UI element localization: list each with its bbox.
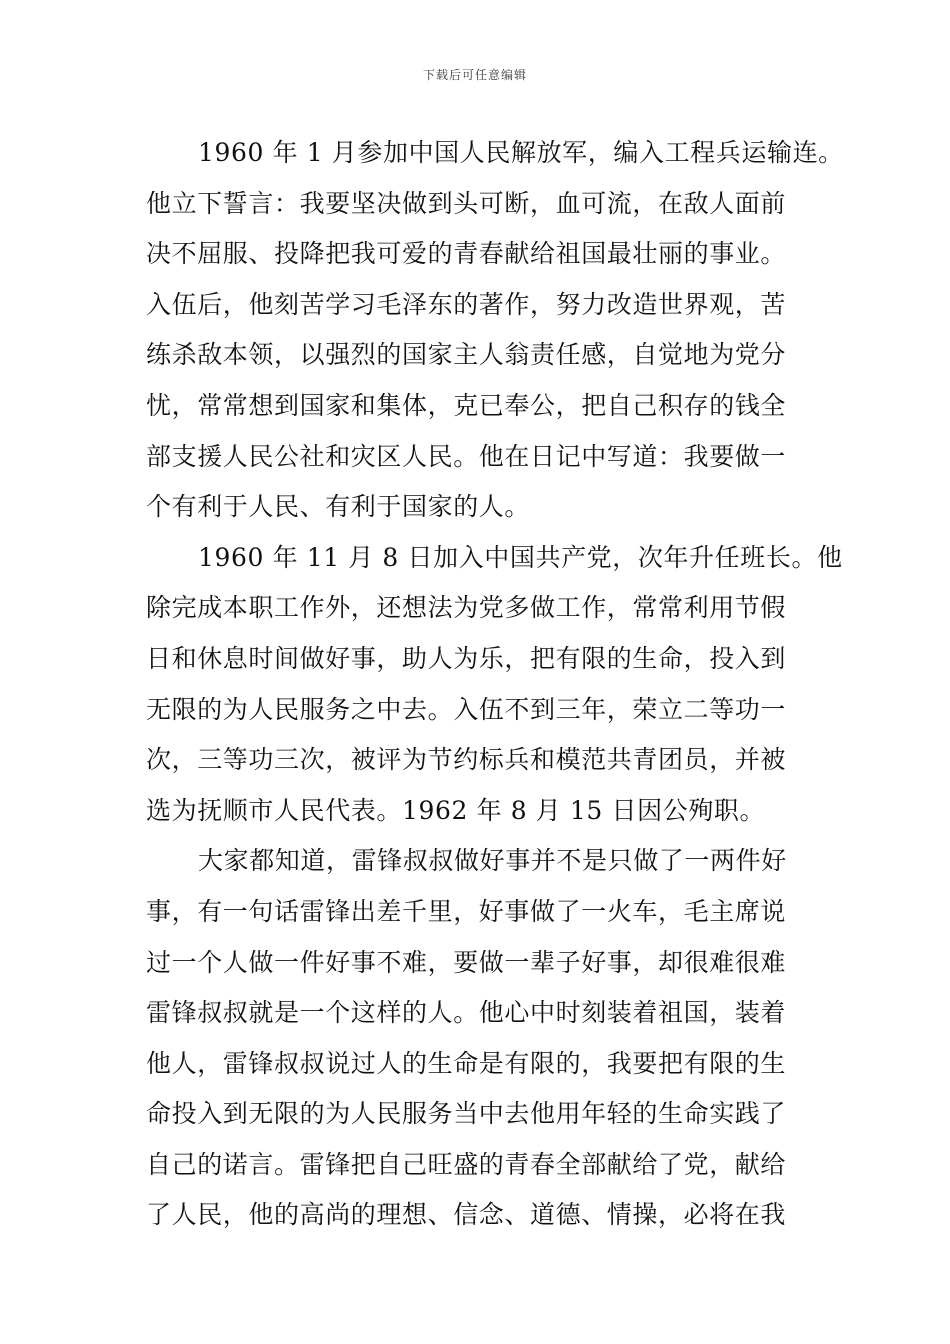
text-line: 次，三等功三次，被评为节约标兵和模范共青团员，并被 [146,745,787,775]
text-line: 1960 年 1 月参加中国人民解放军，编入工程兵运输连。 [198,138,844,167]
text-line: 个有利于人民、有利于国家的人。 [146,492,531,522]
page-header: 下载后可任意编辑 [422,68,527,82]
text-line: 除完成本职工作外，还想法为党多做工作，常常利用节假 [146,593,787,623]
text-line: 决不屈服、投降把我可爱的青春献给祖国最壮丽的事业。 [146,239,787,269]
text-line: 过一个人做一件好事不难，要做一辈子好事，却很难很难 [146,947,787,977]
text-line: 练杀敌本领，以强烈的国家主人翁责任感，自觉地为党分 [146,340,787,370]
text-line: 无限的为人民服务之中去。入伍不到三年，荣立二等功一 [146,694,787,724]
text-line: 忧，常常想到国家和集体，克已奉公，把自己积存的钱全 [146,390,787,420]
text-line: 大家都知道，雷锋叔叔做好事并不是只做了一两件好 [198,846,787,876]
text-line: 他人，雷锋叔叔说过人的生命是有限的，我要把有限的生 [146,1048,787,1078]
text-line: 命投入到无限的为人民服务当中去他用年轻的生命实践了 [146,1099,787,1129]
text-line: 雷锋叔叔就是一个这样的人。他心中时刻装着祖国，装着 [146,998,787,1028]
text-line: 他立下誓言：我要坚决做到头可断，血可流，在敌人面前 [146,188,787,218]
text-line: 自己的诺言。雷锋把自己旺盛的青春全部献给了党，献给 [146,1149,787,1179]
paragraph-1 [146,128,844,533]
text-line: 选为抚顺市人民代表。1962 年 8 月 15 日因公殉职。 [146,795,766,825]
text-line: 了人民，他的高尚的理想、信念、道德、情操，必将在我 [146,1200,787,1230]
text-line: 1960 年 11 月 8 日加入中国共产党，次年升任班长。他 [198,542,843,572]
text-line: 入伍后，他刻苦学习毛泽东的著作，努力改造世界观，苦 [146,289,787,319]
paragraph-3 [146,836,808,1241]
document-body [146,128,844,1241]
paragraph-2 [146,533,843,837]
text-line: 事，有一句话雷锋出差千里，好事做了一火车，毛主席说 [146,896,787,926]
text-line: 部支援人民公社和灾区人民。他在日记中写道：我要做一 [146,441,787,471]
text-line: 日和休息时间做好事，助人为乐，把有限的生命，投入到 [146,643,787,673]
